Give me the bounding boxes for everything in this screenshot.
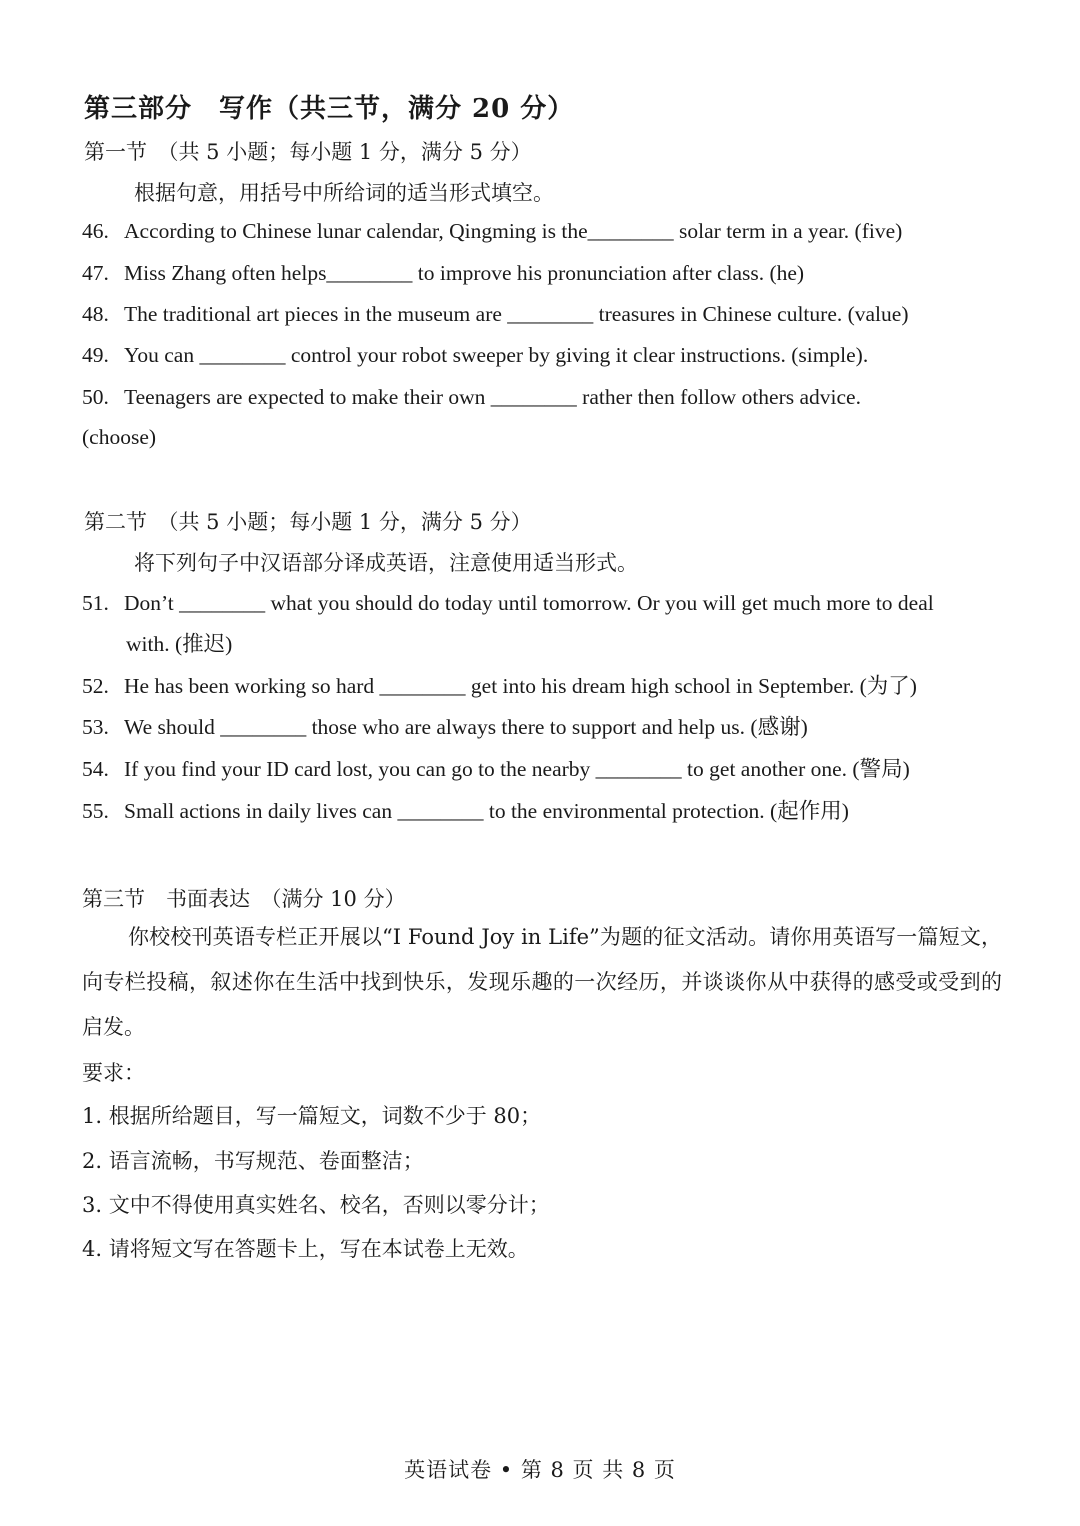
question-text: If you find your ID card lost, you can go to the nearby ________ to get another one. (警局) (124, 757, 910, 781)
question-50 (82, 376, 992, 418)
question-number: 48. (82, 302, 109, 326)
question-48 (82, 293, 992, 335)
section2-instruction: 将下列句子中汉语部分译成英语，注意使用适当形式。 (134, 551, 638, 575)
requirement-item: 3. 文中不得使用真实姓名、校名，否则以零分计； (82, 1193, 550, 1217)
requirements-label: 要求： (82, 1061, 145, 1085)
question-number: 49. (82, 343, 109, 367)
section1-instruction: 根据句意，用括号中所给词的适当形式填空。 (134, 181, 554, 205)
question-number: 51. (82, 591, 109, 615)
question-number: 46. (82, 219, 109, 243)
writing-prompt-text: 你校校刊英语专栏正开展以“I Found Joy in Life”为题的征文活动。请你用英语写一篇短文，向专栏投稿，叙述你在生活中找到快乐，发现乐趣的一次经历，并谈谈你从中获得的感受或受到的启发。 (82, 925, 1002, 1039)
question-number: 54. (82, 757, 109, 781)
question-text: Don’t ________ what you should do today until tomorrow. Or you will get much more to deal (124, 591, 934, 615)
question-46 (82, 210, 992, 252)
question-47 (82, 252, 992, 294)
requirement-item: 1. 根据所给题目，写一篇短文，词数不少于 80； (82, 1104, 542, 1128)
writing-prompt (82, 915, 1002, 1050)
question-51-continuation: with. (推迟) (126, 632, 233, 656)
question-text: Miss Zhang often helps________ to improve his pronunciation after class. (he) (124, 261, 805, 285)
question-number: 53. (82, 715, 109, 739)
question-54 (82, 748, 992, 790)
section3-heading: 第三节 书面表达 （满分 10 分） (82, 887, 406, 911)
question-text: According to Chinese lunar calendar, Qingming is the________ solar term in a year. (five) (124, 219, 903, 243)
question-text: You can ________ control your robot sweeper by giving it clear instructions. (simple). (124, 343, 869, 367)
part-title: 第三部分 写作（共三节，满分 20 分） (84, 94, 575, 124)
question-number: 52. (82, 674, 109, 698)
requirement-item: 2. 语言流畅，书写规范、卷面整洁； (82, 1149, 424, 1173)
question-52 (82, 665, 992, 707)
page-footer: 英语试卷 • 第 8 页 共 8 页 (404, 1458, 676, 1482)
question-51 (82, 582, 992, 624)
question-50-continuation: (choose) (82, 425, 157, 449)
question-55 (82, 790, 992, 832)
question-text: We should ________ those who are always there to support and help us. (感谢) (124, 715, 808, 739)
question-text: He has been working so hard ________ get into his dream high school in September. (为了) (124, 674, 917, 698)
question-number: 50. (82, 385, 109, 409)
section2-heading: 第二节 （共 5 小题；每小题 1 分，满分 5 分） (84, 510, 532, 534)
requirement-item: 4. 请将短文写在答题卡上，写在本试卷上无效。 (82, 1237, 529, 1261)
question-53 (82, 706, 992, 748)
question-number: 55. (82, 799, 109, 823)
question-number: 47. (82, 261, 109, 285)
section1-heading: 第一节 （共 5 小题；每小题 1 分，满分 5 分） (84, 140, 532, 164)
question-49 (82, 334, 992, 376)
question-text: The traditional art pieces in the museum are ________ treasures in Chinese culture. (value) (124, 302, 909, 326)
question-text: Small actions in daily lives can ________ to the environmental protection. (起作用) (124, 799, 849, 823)
question-text: Teenagers are expected to make their own ________ rather then follow others advice. (124, 385, 861, 409)
